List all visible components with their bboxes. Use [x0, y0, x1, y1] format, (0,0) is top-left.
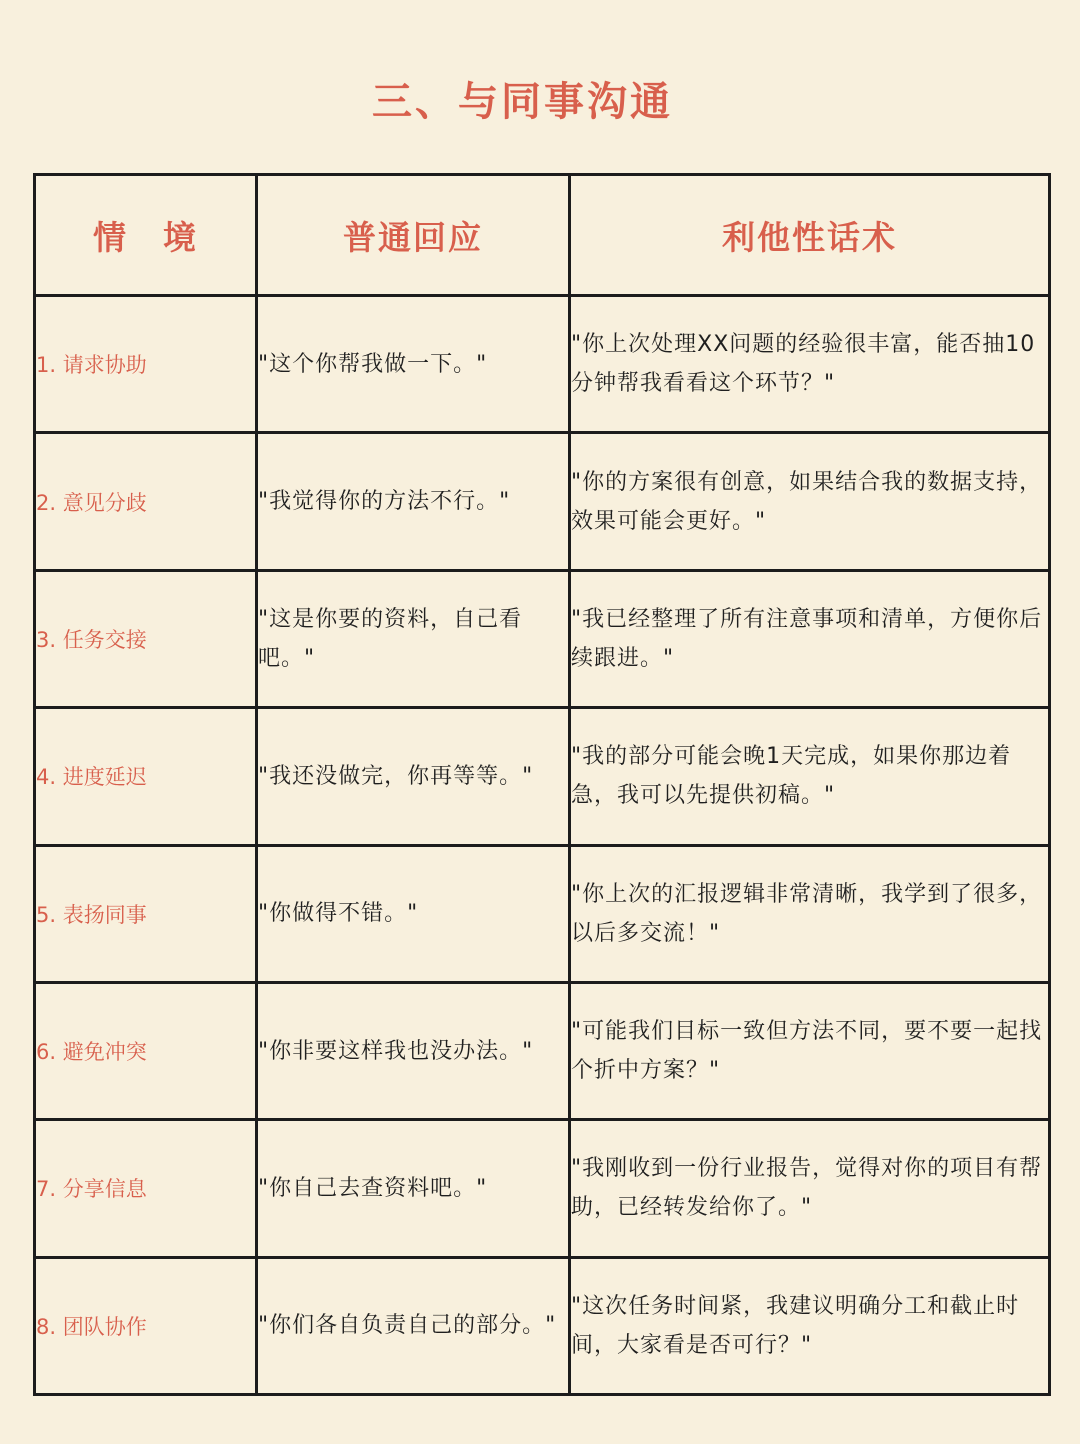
- altruistic-response-cell: "可能我们目标一致但方法不同，要不要一起找个折中方案？": [570, 982, 1050, 1119]
- table-header-row: [35, 175, 1050, 296]
- situation-cell: 7. 分享信息: [35, 1120, 257, 1257]
- table-row: [35, 982, 1050, 1119]
- situation-cell: 1. 请求协助: [35, 296, 257, 433]
- situation-cell: 2. 意见分歧: [35, 433, 257, 570]
- normal-response-cell: "你做得不错。": [257, 845, 570, 982]
- normal-response-cell: "我还没做完，你再等等。": [257, 708, 570, 845]
- table-row: [35, 570, 1050, 707]
- table-row: [35, 1257, 1050, 1394]
- table-row: [35, 845, 1050, 982]
- table-row: [35, 708, 1050, 845]
- situation-cell: 3. 任务交接: [35, 570, 257, 707]
- table-row: [35, 296, 1050, 433]
- table-row: [35, 1120, 1050, 1257]
- altruistic-response-cell: "你上次处理XX问题的经验很丰富，能否抽10分钟帮我看看这个环节？": [570, 296, 1050, 433]
- header-normal-response: 普通回应: [257, 175, 570, 296]
- normal-response-cell: "这个你帮我做一下。": [257, 296, 570, 433]
- normal-response-cell: "这是你要的资料，自己看吧。": [257, 570, 570, 707]
- altruistic-response-cell: "你上次的汇报逻辑非常清晰，我学到了很多，以后多交流！": [570, 845, 1050, 982]
- situation-cell: 8. 团队协作: [35, 1257, 257, 1394]
- table-row: [35, 433, 1050, 570]
- normal-response-cell: "你非要这样我也没办法。": [257, 982, 570, 1119]
- header-altruistic-response: 利他性话术: [570, 175, 1050, 296]
- situation-cell: 5. 表扬同事: [35, 845, 257, 982]
- altruistic-response-cell: "我的部分可能会晚1天完成，如果你那边着急，我可以先提供初稿。": [570, 708, 1050, 845]
- header-situation: 情 境: [35, 175, 257, 296]
- communication-table: [33, 173, 1051, 1396]
- normal-response-cell: "我觉得你的方法不行。": [257, 433, 570, 570]
- normal-response-cell: "你自己去查资料吧。": [257, 1120, 570, 1257]
- situation-cell: 4. 进度延迟: [35, 708, 257, 845]
- page-title: 三、与同事沟通: [372, 79, 673, 125]
- altruistic-response-cell: "你的方案很有创意，如果结合我的数据支持，效果可能会更好。": [570, 433, 1050, 570]
- altruistic-response-cell: "我已经整理了所有注意事项和清单，方便你后续跟进。": [570, 570, 1050, 707]
- altruistic-response-cell: "这次任务时间紧，我建议明确分工和截止时间，大家看是否可行？": [570, 1257, 1050, 1394]
- normal-response-cell: "你们各自负责自己的部分。": [257, 1257, 570, 1394]
- situation-cell: 6. 避免冲突: [35, 982, 257, 1119]
- altruistic-response-cell: "我刚收到一份行业报告，觉得对你的项目有帮助，已经转发给你了。": [570, 1120, 1050, 1257]
